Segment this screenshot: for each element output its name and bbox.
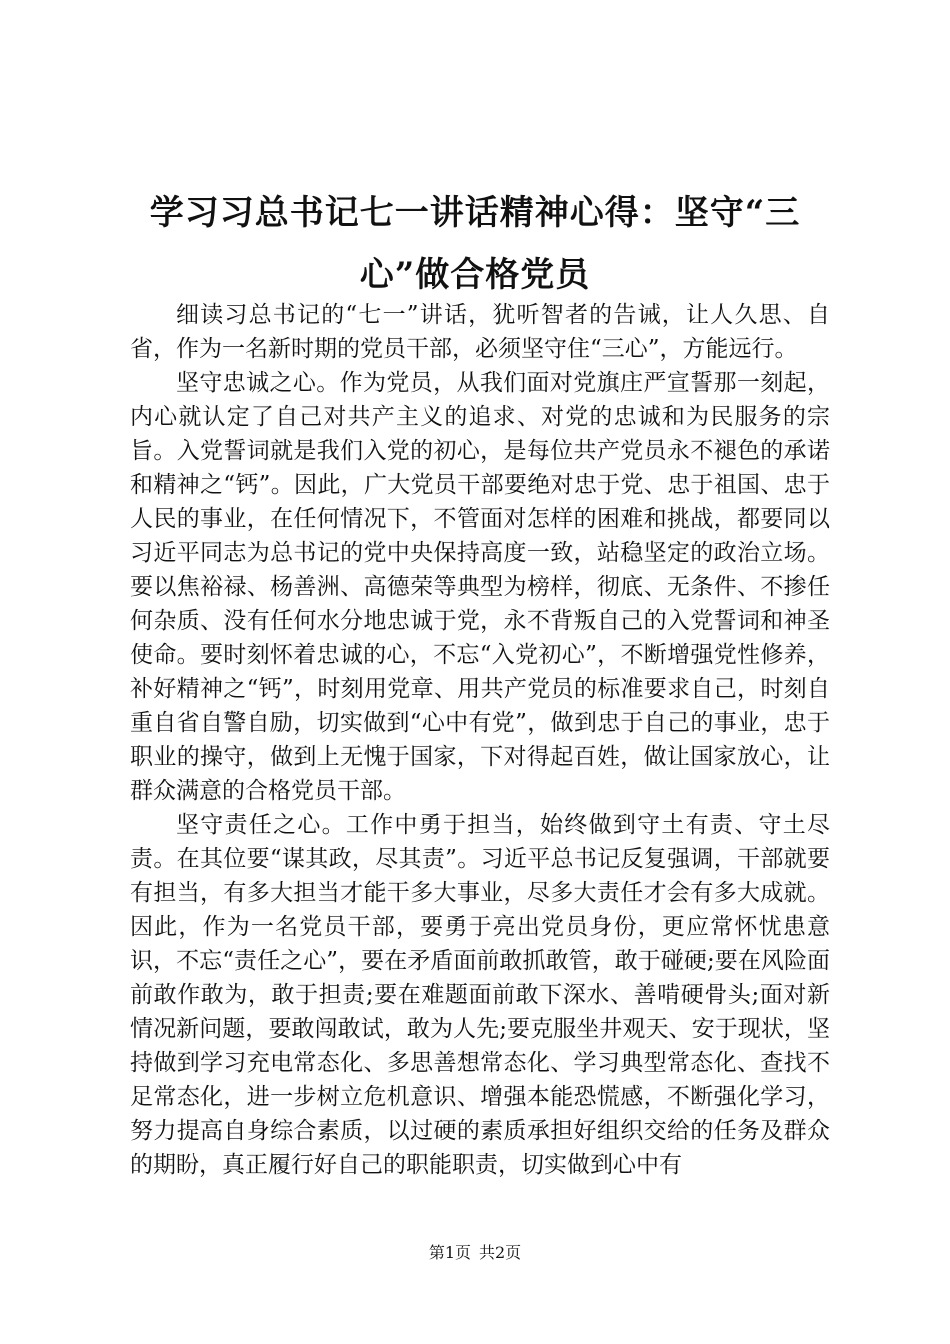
document-body [130,298,830,1182]
paragraph-responsibility: 坚守责任之心。工作中勇于担当，始终做到守土有责、守土尽责。在其位要“谋其政，尽其责”。习近平总书记反复强调，干部就要有担当，有多大担当才能干多大事业，尽多大责任才会有多大成就。因此，作为一名党员干部，要勇于亮出党员身份，更应常怀忧患意识，不忘“责任之心”，要在矛盾面前敢抓敢管，敢于碰硬;要在风险面前敢作敢为，敢于担责;要在难题面前敢下深水、善啃硬骨头;面对新情况新问题，要敢闯敢试，敢为人先;要克服坐井观天、安于现状，坚持做到学习充电常态化、多思善想常态化、学习典型常态化、查找不足常态化，进一步树立危机意识、增强本能恐慌感，不断强化学习，努力提高自身综合素质，以过硬的素质承担好组织交给的任务及群众的期盼，真正履行好自己的职能职责，切实做到心中有 [130,812,830,1178]
page-footer [0,1243,950,1263]
page-number: 第1页 [428,1243,471,1262]
paragraph-loyalty: 坚守忠诚之心。作为党员，从我们面对党旗庄严宣誓那一刻起，内心就认定了自己对共产主义的追求、对党的忠诚和为民服务的宗旨。入党誓词就是我们入党的初心，是每位共产党员永不褪色的承诺和精神之“钙”。因此，广大党员干部要绝对忠于党、忠于祖国、忠于人民的事业，在任何情况下，不管面对怎样的困难和挑战，都要同以习近平同志为总书记的党中央保持高度一致，站稳坚定的政治立场。要以焦裕禄、杨善洲、高德荣等典型为榜样，彻底、无条件、不掺任何杂质、没有任何水分地忠诚于党，永不背叛自己的入党誓词和神圣使命。要时刻怀着忠诚的心，不忘“入党初心”，不断增强党性修养，补好精神之“钙”，时刻用党章、用共产党员的标准要求自己，时刻自重自省自警自励，切实做到“心中有党”，做到忠于自己的事业，忠于职业的操守，做到上无愧于国家，下对得起百姓，做让国家放心，让群众满意的合格党员干部。 [130,370,830,804]
document-title: 学习习总书记七一讲话精神心得：坚守“三心”做合格党员 [149,193,801,295]
page-total: 共2页 [479,1243,522,1262]
paragraph-intro: 细读习总书记的“七一”讲话，犹听智者的告诫，让人久思、自省，作为一名新时期的党员干部，必须坚守住“三心”，方能远行。 [130,302,830,362]
